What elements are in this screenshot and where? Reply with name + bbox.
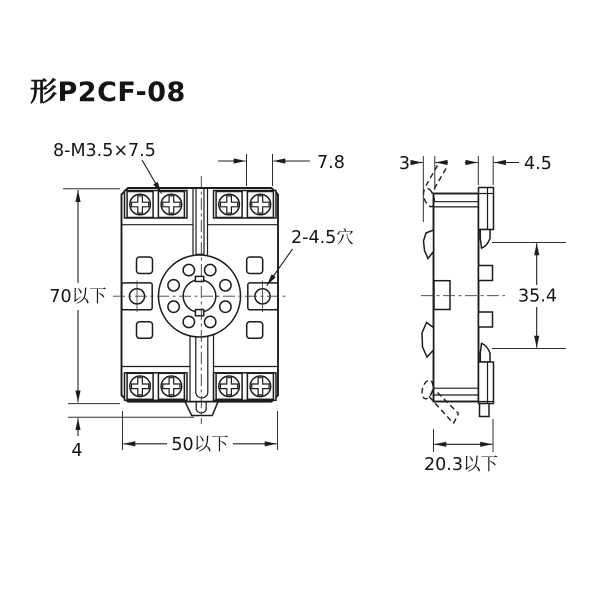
rail-channel-block xyxy=(434,281,450,310)
upper-rail-claw xyxy=(424,230,434,259)
bottom-foot xyxy=(480,404,490,417)
dim-tab-label: 4 xyxy=(71,441,83,461)
dim-total-depth xyxy=(424,419,498,475)
dim-rail-span-label: 35.4 xyxy=(518,286,557,307)
mid-tab-lower xyxy=(479,312,493,327)
mid-tab-upper xyxy=(479,266,493,281)
dim-pitch-label: 7.8 xyxy=(317,153,345,173)
bottom-latch-hook xyxy=(480,343,490,362)
label-terminal-screws xyxy=(53,141,162,194)
dim-height xyxy=(49,189,120,404)
page-title: 形P2CF-08 xyxy=(30,77,186,108)
side-right-tabs xyxy=(479,188,494,417)
lower-rail-claw xyxy=(422,323,434,358)
terminal-screws-text: 8-M3.5×7.5 xyxy=(53,141,156,161)
dim-total-depth-label: 20.3以下 xyxy=(424,455,498,475)
dim-hook-depth-label: 3 xyxy=(398,154,410,174)
bottom-front-tab xyxy=(479,362,494,404)
dim-front-tab-label: 4.5 xyxy=(524,154,552,174)
front-view xyxy=(49,141,353,461)
keyway-top xyxy=(195,276,203,281)
keyway-bottom xyxy=(195,310,203,316)
dim-front-tab-depth xyxy=(465,154,552,185)
dim-width-label: 50以下 xyxy=(171,435,229,455)
top-latch-hook xyxy=(480,230,490,249)
label-mounting-holes xyxy=(267,228,354,286)
side-view xyxy=(399,154,566,475)
dim-height-label: 70以下 xyxy=(49,287,107,307)
mounting-holes-text: 2-4.5穴 xyxy=(291,228,354,248)
dim-terminal-pitch xyxy=(218,153,345,186)
